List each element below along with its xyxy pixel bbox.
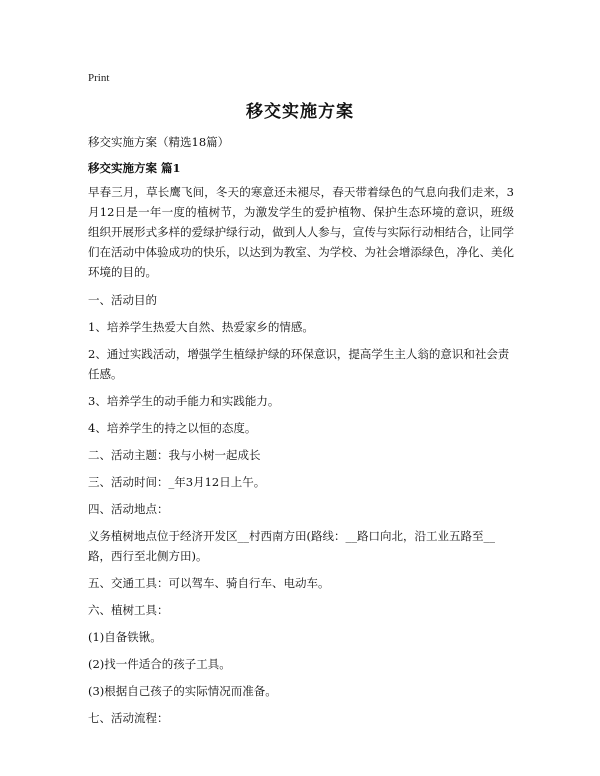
document-title: 移交实施方案 — [246, 102, 354, 122]
paragraph-tool-3: (3)根据自己孩子的实际情况而准备。 — [88, 684, 277, 698]
paragraph-activity-purpose: 一、活动目的 — [88, 293, 157, 307]
paragraph-activity-location: 四、活动地点： — [88, 502, 169, 516]
paragraph-location-detail: 义务植树地点位于经济开发区__村西南方田(路线：__路口向北，沿工业五路至__路，西行至北侧方田)。 — [88, 529, 495, 563]
document-body — [88, 132, 514, 735]
paragraph-purpose-1: 1、培养学生热爱大自然、热爱家乡的情感。 — [88, 320, 314, 334]
intro-paragraph: 早春三月，草长鹰飞间，冬天的寒意还未褪尽，春天带着绿色的气息向我们走来，3月12日是一年一度的植树节，为激发学生的爱护植物、保护生态环境的意识，班级组织开展形式多样的爱绿护绿行动，做到人人参与，宣传与实际行动相结合，让同学们在活动中体验成功的快乐，以达到为教室、为学校、为社会增添绿色，净化、美化环境的目的。 — [88, 185, 514, 279]
paragraph-tool-1: (1)自备铁锹。 — [88, 630, 162, 644]
paragraph-tool-2: (2)找一件适合的孩子工具。 — [88, 657, 231, 671]
print-label: Print — [88, 72, 110, 84]
section-heading: 移交实施方案 篇1 — [88, 161, 181, 175]
paragraph-activity-theme: 二、活动主题：我与小树一起成长 — [88, 448, 261, 462]
paragraph-purpose-2: 2、通过实践活动，增强学生植绿护绿的环保意识，提高学生主人翁的意识和社会责任感。 — [88, 347, 510, 381]
paragraph-transport: 五、交通工具：可以驾车、骑自行车、电动车。 — [88, 576, 330, 590]
document-subtitle: 移交实施方案（精选18篇） — [88, 135, 230, 149]
paragraph-activity-process: 七、活动流程： — [88, 711, 169, 725]
paragraph-purpose-4: 4、培养学生的持之以恒的态度。 — [88, 421, 257, 435]
paragraph-activity-time: 三、活动时间：_年3月12日上午。 — [88, 475, 266, 489]
paragraph-purpose-3: 3、培养学生的动手能力和实践能力。 — [88, 394, 280, 408]
paragraph-tools: 六、植树工具： — [88, 603, 169, 617]
